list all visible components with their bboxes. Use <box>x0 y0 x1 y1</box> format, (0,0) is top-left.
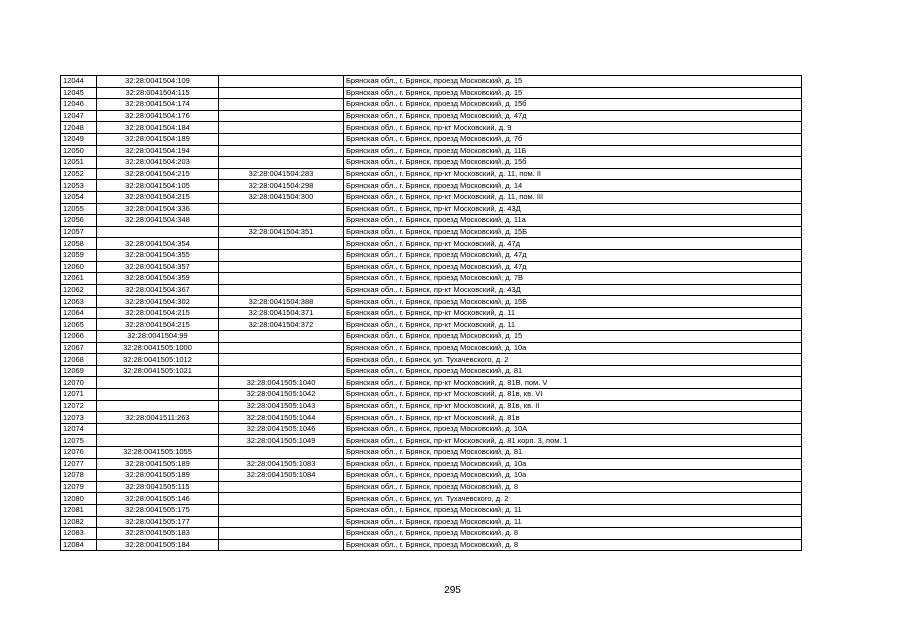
table-row <box>61 516 802 528</box>
linked-cadastral-number-cell <box>219 273 344 285</box>
linked-cadastral-number-cell: 32:28:0041504:298 <box>219 180 344 192</box>
linked-cadastral-number-cell <box>219 493 344 505</box>
cadastral-number-cell: 32:28:0041505:146 <box>97 493 219 505</box>
linked-cadastral-number-cell <box>219 365 344 377</box>
row-number-cell: 12074 <box>61 423 97 435</box>
linked-cadastral-number-cell <box>219 284 344 296</box>
linked-cadastral-number-cell: 32:28:0041504:283 <box>219 168 344 180</box>
table-row <box>61 110 802 122</box>
table-row <box>61 273 802 285</box>
linked-cadastral-number-cell <box>219 342 344 354</box>
cadastral-number-cell <box>97 423 219 435</box>
row-number-cell: 12044 <box>61 76 97 88</box>
cadastral-number-cell: 32:28:0041505:189 <box>97 470 219 482</box>
address-cell: Брянская обл., г. Брянск, проезд Московский, д. 11а <box>344 215 802 227</box>
table-row <box>61 539 802 551</box>
linked-cadastral-number-cell <box>219 157 344 169</box>
row-number-cell: 12081 <box>61 504 97 516</box>
cadastral-number-cell <box>97 389 219 401</box>
cadastral-number-cell: 32:28:0041504:215 <box>97 319 219 331</box>
cadastral-number-cell: 32:28:0041504:215 <box>97 191 219 203</box>
row-number-cell: 12077 <box>61 458 97 470</box>
address-cell: Брянская обл., г. Брянск, пр-кт Московский, д. 47д <box>344 238 802 250</box>
table-row <box>61 447 802 459</box>
cadastral-number-cell: 32:28:0041504:302 <box>97 296 219 308</box>
table-row <box>61 365 802 377</box>
table-row <box>61 389 802 401</box>
cadastral-number-cell <box>97 377 219 389</box>
linked-cadastral-number-cell <box>219 539 344 551</box>
table-row <box>61 458 802 470</box>
linked-cadastral-number-cell: 32:28:0041505:1049 <box>219 435 344 447</box>
linked-cadastral-number-cell: 32:28:0041505:1044 <box>219 412 344 424</box>
row-number-cell: 12050 <box>61 145 97 157</box>
row-number-cell: 12064 <box>61 307 97 319</box>
cadastral-number-cell <box>97 400 219 412</box>
address-cell: Брянская обл., г. Брянск, пр-кт Московский, д. 11, пом. II <box>344 168 802 180</box>
cadastral-number-cell: 32:28:0041505:184 <box>97 539 219 551</box>
address-cell: Брянская обл., г. Брянск, проезд Московский, д. 47д <box>344 110 802 122</box>
cadastral-number-cell: 32:28:0041504:115 <box>97 87 219 99</box>
cadastral-number-cell: 32:28:0041504:194 <box>97 145 219 157</box>
row-number-cell: 12052 <box>61 168 97 180</box>
cadastral-number-cell <box>97 435 219 447</box>
address-cell: Брянская обл., г. Брянск, проезд Московский, д. 7б <box>344 133 802 145</box>
table-row <box>61 342 802 354</box>
table-row <box>61 423 802 435</box>
cadastral-number-cell: 32:28:0041505:1055 <box>97 447 219 459</box>
linked-cadastral-number-cell <box>219 261 344 273</box>
table-row <box>61 157 802 169</box>
table-row <box>61 145 802 157</box>
address-cell: Брянская обл., г. Брянск, ул. Тухачевского, д. 2 <box>344 354 802 366</box>
table-row <box>61 238 802 250</box>
linked-cadastral-number-cell <box>219 516 344 528</box>
linked-cadastral-number-cell: 32:28:0041504:351 <box>219 226 344 238</box>
table-row <box>61 133 802 145</box>
cadastral-number-cell: 32:28:0041505:175 <box>97 504 219 516</box>
table-row <box>61 319 802 331</box>
table-row <box>61 481 802 493</box>
row-number-cell: 12047 <box>61 110 97 122</box>
cadastral-number-cell: 32:28:0041505:1021 <box>97 365 219 377</box>
address-cell: Брянская обл., г. Брянск, пр-кт Московский, д. 11 <box>344 319 802 331</box>
address-cell: Брянская обл., г. Брянск, пр-кт Московский, д. 81в, кв. VI <box>344 389 802 401</box>
table-row <box>61 354 802 366</box>
cadastral-number-cell: 32:28:0041504:355 <box>97 249 219 261</box>
address-cell: Брянская обл., г. Брянск, проезд Московский, д. 11 <box>344 504 802 516</box>
linked-cadastral-number-cell: 32:28:0041505:1046 <box>219 423 344 435</box>
row-number-cell: 12053 <box>61 180 97 192</box>
cadastral-number-cell: 32:28:0041504:354 <box>97 238 219 250</box>
linked-cadastral-number-cell: 32:28:0041505:1042 <box>219 389 344 401</box>
linked-cadastral-number-cell <box>219 145 344 157</box>
row-number-cell: 12075 <box>61 435 97 447</box>
linked-cadastral-number-cell <box>219 99 344 111</box>
cadastral-number-cell: 32:28:0041505:177 <box>97 516 219 528</box>
table-row <box>61 528 802 540</box>
row-number-cell: 12082 <box>61 516 97 528</box>
address-cell: Брянская обл., г. Брянск, пр-кт Московский, д. 11 <box>344 307 802 319</box>
row-number-cell: 12061 <box>61 273 97 285</box>
row-number-cell: 12060 <box>61 261 97 273</box>
linked-cadastral-number-cell <box>219 110 344 122</box>
linked-cadastral-number-cell: 32:28:0041505:1084 <box>219 470 344 482</box>
row-number-cell: 12056 <box>61 215 97 227</box>
table-row <box>61 249 802 261</box>
row-number-cell: 12062 <box>61 284 97 296</box>
address-cell: Брянская обл., г. Брянск, проезд Московский, д. 8 <box>344 481 802 493</box>
address-cell: Брянская обл., г. Брянск, проезд Московский, д. 15 <box>344 331 802 343</box>
address-cell: Брянская обл., г. Брянск, проезд Московский, д. 8 <box>344 528 802 540</box>
address-cell: Брянская обл., г. Брянск, проезд Московский, д. 10А <box>344 423 802 435</box>
row-number-cell: 12080 <box>61 493 97 505</box>
address-cell: Брянская обл., г. Брянск, проезд Московский, д. 81 <box>344 447 802 459</box>
cadastral-number-cell: 32:28:0041504:336 <box>97 203 219 215</box>
row-number-cell: 12071 <box>61 389 97 401</box>
row-number-cell: 12048 <box>61 122 97 134</box>
linked-cadastral-number-cell: 32:28:0041505:1083 <box>219 458 344 470</box>
address-cell: Брянская обл., г. Брянск, пр-кт Московский, д. 11, пом. III <box>344 191 802 203</box>
linked-cadastral-number-cell <box>219 76 344 88</box>
linked-cadastral-number-cell <box>219 354 344 366</box>
cadastral-number-cell: 32:28:0041504:189 <box>97 133 219 145</box>
address-cell: Брянская обл., г. Брянск, проезд Московский, д. 11 <box>344 516 802 528</box>
address-cell: Брянская обл., г. Брянск, проезд Московский, д. 15 <box>344 87 802 99</box>
address-cell: Брянская обл., г. Брянск, пр-кт Московский, д. 81В, пом. V <box>344 377 802 389</box>
address-cell: Брянская обл., г. Брянск, проезд Московский, д. 14 <box>344 180 802 192</box>
table-row <box>61 99 802 111</box>
table-row <box>61 307 802 319</box>
row-number-cell: 12073 <box>61 412 97 424</box>
address-cell: Брянская обл., г. Брянск, проезд Московский, д. 15 <box>344 76 802 88</box>
address-cell: Брянская обл., г. Брянск, проезд Московский, д. 10а <box>344 342 802 354</box>
table-row <box>61 76 802 88</box>
page-number: 295 <box>444 585 461 596</box>
row-number-cell: 12051 <box>61 157 97 169</box>
row-number-cell: 12079 <box>61 481 97 493</box>
address-cell: Брянская обл., г. Брянск, проезд Московский, д. 47д <box>344 249 802 261</box>
row-number-cell: 12072 <box>61 400 97 412</box>
cadastral-number-cell: 32:28:0041505:115 <box>97 481 219 493</box>
table-row <box>61 400 802 412</box>
address-cell: Брянская обл., г. Брянск, проезд Московский, д. 10а <box>344 458 802 470</box>
row-number-cell: 12049 <box>61 133 97 145</box>
cadastral-number-cell: 32:28:0041505:189 <box>97 458 219 470</box>
row-number-cell: 12055 <box>61 203 97 215</box>
linked-cadastral-number-cell <box>219 215 344 227</box>
cadastral-number-cell: 32:28:0041504:176 <box>97 110 219 122</box>
linked-cadastral-number-cell: 32:28:0041504:371 <box>219 307 344 319</box>
registry-table <box>60 75 802 551</box>
cadastral-number-cell: 32:28:0041505:183 <box>97 528 219 540</box>
row-number-cell: 12069 <box>61 365 97 377</box>
table-row <box>61 226 802 238</box>
linked-cadastral-number-cell <box>219 133 344 145</box>
address-cell: Брянская обл., г. Брянск, проезд Московский, д. 15Б <box>344 226 802 238</box>
table-row <box>61 296 802 308</box>
address-cell: Брянская обл., г. Брянск, проезд Московский, д. 15б <box>344 157 802 169</box>
table-row <box>61 504 802 516</box>
table-body <box>61 76 802 551</box>
cadastral-number-cell: 32:28:0041505:1012 <box>97 354 219 366</box>
row-number-cell: 12068 <box>61 354 97 366</box>
cadastral-number-cell: 32:28:0041504:357 <box>97 261 219 273</box>
cadastral-number-cell: 32:28:0041511:263 <box>97 412 219 424</box>
row-number-cell: 12045 <box>61 87 97 99</box>
row-number-cell: 12066 <box>61 331 97 343</box>
cadastral-number-cell: 32:28:0041504:359 <box>97 273 219 285</box>
cadastral-number-cell: 32:28:0041504:174 <box>97 99 219 111</box>
address-cell: Брянская обл., г. Брянск, проезд Московский, д. 15Б <box>344 296 802 308</box>
address-cell: Брянская обл., г. Брянск, пр-кт Московский, д. 81 корп. 3, пом. 1 <box>344 435 802 447</box>
row-number-cell: 12084 <box>61 539 97 551</box>
linked-cadastral-number-cell <box>219 238 344 250</box>
table-row <box>61 168 802 180</box>
linked-cadastral-number-cell <box>219 331 344 343</box>
cadastral-number-cell: 32:28:0041504:184 <box>97 122 219 134</box>
cadastral-number-cell: 32:28:0041504:215 <box>97 307 219 319</box>
linked-cadastral-number-cell: 32:28:0041504:300 <box>219 191 344 203</box>
row-number-cell: 12058 <box>61 238 97 250</box>
table-row <box>61 377 802 389</box>
row-number-cell: 12070 <box>61 377 97 389</box>
table-row <box>61 470 802 482</box>
linked-cadastral-number-cell: 32:28:0041504:388 <box>219 296 344 308</box>
table-row <box>61 412 802 424</box>
address-cell: Брянская обл., г. Брянск, пр-кт Московский, д. 43Д <box>344 284 802 296</box>
linked-cadastral-number-cell <box>219 481 344 493</box>
table-row <box>61 331 802 343</box>
address-cell: Брянская обл., г. Брянск, ул. Тухачевского, д. 2 <box>344 493 802 505</box>
table-row <box>61 261 802 273</box>
address-cell: Брянская обл., г. Брянск, проезд Московский, д. 81 <box>344 365 802 377</box>
cadastral-number-cell <box>97 226 219 238</box>
row-number-cell: 12059 <box>61 249 97 261</box>
linked-cadastral-number-cell: 32:28:0041504:372 <box>219 319 344 331</box>
linked-cadastral-number-cell <box>219 528 344 540</box>
row-number-cell: 12046 <box>61 99 97 111</box>
table-row <box>61 215 802 227</box>
row-number-cell: 12063 <box>61 296 97 308</box>
address-cell: Брянская обл., г. Брянск, пр-кт Московский, д. 81в, кв. II <box>344 400 802 412</box>
linked-cadastral-number-cell <box>219 87 344 99</box>
table-row <box>61 191 802 203</box>
row-number-cell: 12083 <box>61 528 97 540</box>
cadastral-number-cell: 32:28:0041504:203 <box>97 157 219 169</box>
linked-cadastral-number-cell: 32:28:0041505:1040 <box>219 377 344 389</box>
row-number-cell: 12076 <box>61 447 97 459</box>
address-cell: Брянская обл., г. Брянск, пр-кт Московский, д. 81в <box>344 412 802 424</box>
address-cell: Брянская обл., г. Брянск, проезд Московский, д. 47д <box>344 261 802 273</box>
row-number-cell: 12054 <box>61 191 97 203</box>
cadastral-number-cell: 32:28:0041504:99 <box>97 331 219 343</box>
row-number-cell: 12078 <box>61 470 97 482</box>
address-cell: Брянская обл., г. Брянск, проезд Московский, д. 8 <box>344 539 802 551</box>
linked-cadastral-number-cell <box>219 447 344 459</box>
address-cell: Брянская обл., г. Брянск, пр-кт Московский, д. 9 <box>344 122 802 134</box>
table-row <box>61 284 802 296</box>
address-cell: Брянская обл., г. Брянск, проезд Московский, д. 15б <box>344 99 802 111</box>
linked-cadastral-number-cell: 32:28:0041505:1043 <box>219 400 344 412</box>
linked-cadastral-number-cell <box>219 504 344 516</box>
cadastral-number-cell: 32:28:0041504:109 <box>97 76 219 88</box>
cadastral-number-cell: 32:28:0041505:1000 <box>97 342 219 354</box>
table-row <box>61 493 802 505</box>
cadastral-number-cell: 32:28:0041504:367 <box>97 284 219 296</box>
address-cell: Брянская обл., г. Брянск, проезд Московский, д. 10а <box>344 470 802 482</box>
address-cell: Брянская обл., г. Брянск, проезд Московский, д. 11Б <box>344 145 802 157</box>
row-number-cell: 12057 <box>61 226 97 238</box>
linked-cadastral-number-cell <box>219 122 344 134</box>
cadastral-number-cell: 32:28:0041504:105 <box>97 180 219 192</box>
table-row <box>61 87 802 99</box>
address-cell: Брянская обл., г. Брянск, пр-кт Московский, д. 43Д <box>344 203 802 215</box>
table-row <box>61 435 802 447</box>
table-row <box>61 203 802 215</box>
table-row <box>61 180 802 192</box>
row-number-cell: 12065 <box>61 319 97 331</box>
linked-cadastral-number-cell <box>219 203 344 215</box>
row-number-cell: 12067 <box>61 342 97 354</box>
cadastral-number-cell: 32:28:0041504:215 <box>97 168 219 180</box>
cadastral-number-cell: 32:28:0041504:348 <box>97 215 219 227</box>
linked-cadastral-number-cell <box>219 249 344 261</box>
address-cell: Брянская обл., г. Брянск, проезд Московский, д. 7В <box>344 273 802 285</box>
table-row <box>61 122 802 134</box>
